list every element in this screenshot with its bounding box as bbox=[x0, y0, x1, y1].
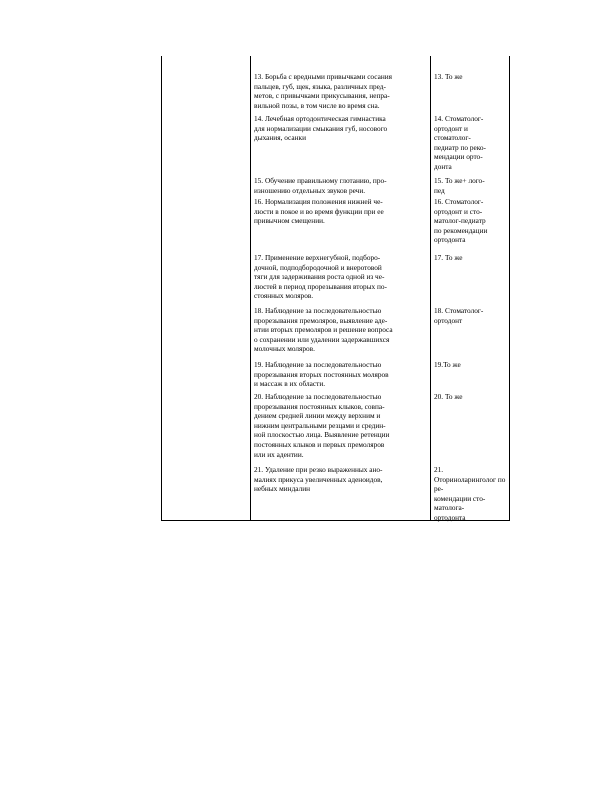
table-cell-responsible: 14. Стоматолог- ортодонт и стоматолог- педиатр по реко- мендации орто- донта bbox=[434, 114, 486, 171]
table-cell-responsible: 19.То же bbox=[434, 360, 461, 369]
table-cell-description: 13. Борьба с вредными привычками сосания пальцев, губ, щек, языка, различных пред- метов, с привычками прикусывания, непра- вильной позы, в том числе во время сна. bbox=[254, 72, 392, 110]
table-cell-description: 14. Лечебная ортодонтическая гимнастика для нормализации смыкания губ, носового дыхания, осанки bbox=[254, 114, 388, 143]
table-cell-responsible: 16. Стоматолог- ортодонт и сто- матолог-педиатр по рекомендации ортодонта bbox=[434, 197, 488, 245]
table-border-right bbox=[509, 56, 510, 521]
table-divider-1 bbox=[250, 56, 251, 521]
table-cell-responsible: 15. То же+ лого- пед bbox=[434, 176, 485, 195]
table-cell-description: 15. Обучение правильному глотанию, про- изношению отдельных звуков речи. bbox=[254, 176, 387, 195]
table-cell-description: 18. Наблюдение за последовательностью прорезывания премоляров, выявление аде- нтии вторых премоляров и решение вопроса о сохранении или удалении задержавшихся молочных моляров. bbox=[254, 306, 393, 354]
table-cell-responsible: 21. Оториноларинголог по ре- комендации сто- матолога- ортодонта bbox=[434, 465, 506, 522]
table-cell-responsible: 17. То же bbox=[434, 253, 463, 262]
table-cell-description: 21. Удаление при резко выраженных ано- малиях прикуса увеличенных аденоидов, небных миндалин bbox=[254, 465, 383, 494]
table-border-left bbox=[161, 56, 162, 521]
table-cell-description: 16. Нормализация положения нижней че- люсти в покое и во время функции при ее привычном смещении. bbox=[254, 197, 384, 226]
table-cell-responsible: 13. То же bbox=[434, 72, 463, 81]
table-cell-description: 17. Применение верхнегубной, подборо- дочной, подподбородочной и внеротовой тяги для задерживания роста одной из че- люстей в период прорезывания вторых по- стоянных моляров. bbox=[254, 253, 387, 301]
table-cell-responsible: 20. То же bbox=[434, 392, 463, 401]
table-cell-description: 20. Наблюдение за последовательностью прорезывания постоянных клыков, совпа- дением средней линии между верхним и нижним центральными резцами и средин- ной плоскостью лица. Выявление ретенции постоянных клыков и первых премоляров или их адентии. bbox=[254, 392, 390, 459]
table-divider-2 bbox=[430, 56, 431, 521]
table-cell-description: 19. Наблюдение за последовательностью прорезывания вторых постоянных моляров и массаж в их области. bbox=[254, 360, 389, 389]
table-cell-responsible: 18. Стоматолог- ортодонт bbox=[434, 306, 484, 325]
